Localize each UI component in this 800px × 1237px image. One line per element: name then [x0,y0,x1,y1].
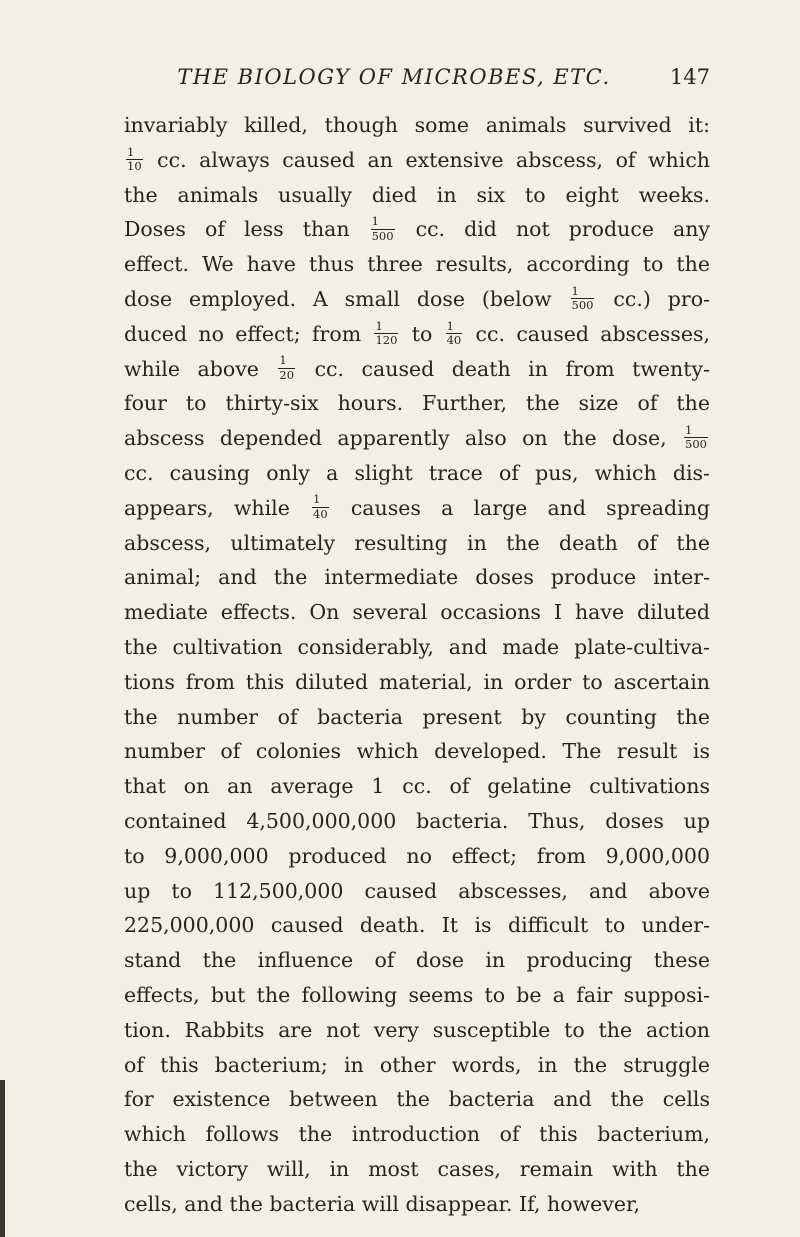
text-run: the number of bacteria present by counting the [124,704,710,729]
text-run: abscess depended apparently also on the dose, [124,426,683,451]
text-run: cc. caused abscesses, [464,321,710,346]
text-run: stand the influence of dose in producing these [124,948,710,973]
fraction-numerator: 1 [371,216,395,230]
text-run: abscess, ultimately resulting in the death of the [124,530,710,555]
running-title: THE BIOLOGY OF MICROBES, ETC. [177,65,611,89]
text-run: that on an average 1 cc. of gelatine cultivations [124,774,710,799]
fraction-denominator: 20 [279,367,295,382]
text-run: cells, and the bacteria will disappear. If, however, [124,1191,641,1216]
fraction [446,318,463,347]
text-line [124,421,710,456]
text-run: which follows the introduction of this bacterium, [124,1122,710,1147]
page-edge-shadow [0,1080,5,1237]
text-run: causes a large and spreading [330,495,710,520]
fraction-denominator: 500 [371,228,394,243]
text-run: cc. causing only a slight trace of pus, which dis- [124,460,710,485]
fraction-denominator: 500 [571,298,594,313]
text-line [124,352,710,387]
text-run: tion. Rabbits are not very susceptible to the action [124,1017,710,1042]
text-line [124,247,710,282]
fraction-denominator: 40 [446,333,462,347]
text-run: to 9,000,000 produced no effect; from 9,000,000 [124,843,710,868]
fraction [126,144,143,174]
fraction-denominator: 40 [313,506,328,521]
text-run: to [400,321,444,346]
page-header [124,62,714,92]
text-run: duced no effect; from [124,321,373,346]
text-line [124,1048,710,1083]
text-line [124,804,710,839]
text-run: up to 112,500,000 caused abscesses, and above [124,878,710,903]
text-line [124,1117,710,1152]
text-run: four to thirty-six hours. Further, the size of the [124,391,710,416]
text-run: effects, but the following seems to be a fair supposi- [124,982,710,1007]
fraction [374,318,398,347]
text-line [124,143,710,178]
text-line [124,1082,710,1117]
fraction [312,494,329,520]
text-run: Doses of less than [124,217,369,242]
fraction [371,216,395,242]
text-run: the victory will, in most cases, remain with the [124,1156,710,1181]
text-line [124,769,710,804]
text-line [124,595,710,630]
text-line [124,178,710,213]
text-run: effect. We have thus three results, according to the [124,252,710,277]
text-line [124,1187,710,1222]
text-run: the cultivation considerably, and made plate-cultiva- [124,634,710,659]
text-line [124,839,710,874]
page-number: 147 [669,65,710,89]
text-run: invariably killed, though some animals survived it: [124,113,710,137]
text-line [124,1152,710,1187]
fraction-numerator: 1 [126,147,143,161]
text-run: animal; and the intermediate doses produce inter- [124,565,710,590]
text-line [124,560,710,595]
text-line [124,456,710,491]
fraction [684,422,708,452]
text-run: the animals usually died in six to eight weeks. [124,182,710,207]
text-run: of this bacterium; in other words, in the struggle [124,1052,710,1077]
text-line [124,978,710,1013]
text-run: dose employed. A small dose (below [124,286,569,311]
text-line [124,317,710,352]
text-run: cc. always caused an extensive abscess, of which [144,147,710,172]
text-run: tions from this diluted material, in order to ascertain [124,669,710,694]
text-line [124,386,710,421]
text-run: cc.) pro- [596,286,710,311]
text-line [124,943,710,978]
fraction-denominator: 120 [375,333,398,347]
text-run: cc. did not produce any [396,217,710,242]
text-line [124,665,710,700]
text-line [124,874,710,909]
text-line [124,212,710,247]
text-run: while above [124,356,277,381]
text-run: mediate effects. On several occasions I have diluted [124,600,710,625]
text-line [124,700,710,735]
fraction-numerator: 1 [446,321,463,335]
fraction-denominator: 500 [685,437,707,452]
fraction-denominator: 10 [127,159,142,174]
body-paragraph [124,108,710,1222]
text-run: contained 4,500,000,000 bacteria. Thus, doses up [124,808,710,833]
text-run: 225,000,000 caused death. It is difficult to under- [124,913,710,938]
fraction-numerator: 1 [684,425,708,439]
text-run: for existence between the bacteria and the cells [124,1087,710,1112]
text-line [124,630,710,665]
text-run: cc. caused death in from twenty- [297,356,710,381]
text-line [124,526,710,561]
text-line [124,734,710,769]
text-line [124,908,710,943]
text-run: number of colonies which developed. The result is [124,739,710,764]
text-run: appears, while [124,495,310,520]
text-line [124,491,710,526]
text-line [124,108,710,143]
fraction [571,283,595,313]
fraction [278,355,295,381]
fraction-numerator: 1 [374,321,398,335]
fraction-numerator: 1 [312,494,329,508]
text-line [124,282,710,317]
fraction-numerator: 1 [278,355,295,369]
fraction-numerator: 1 [571,286,595,300]
text-line [124,1013,710,1048]
